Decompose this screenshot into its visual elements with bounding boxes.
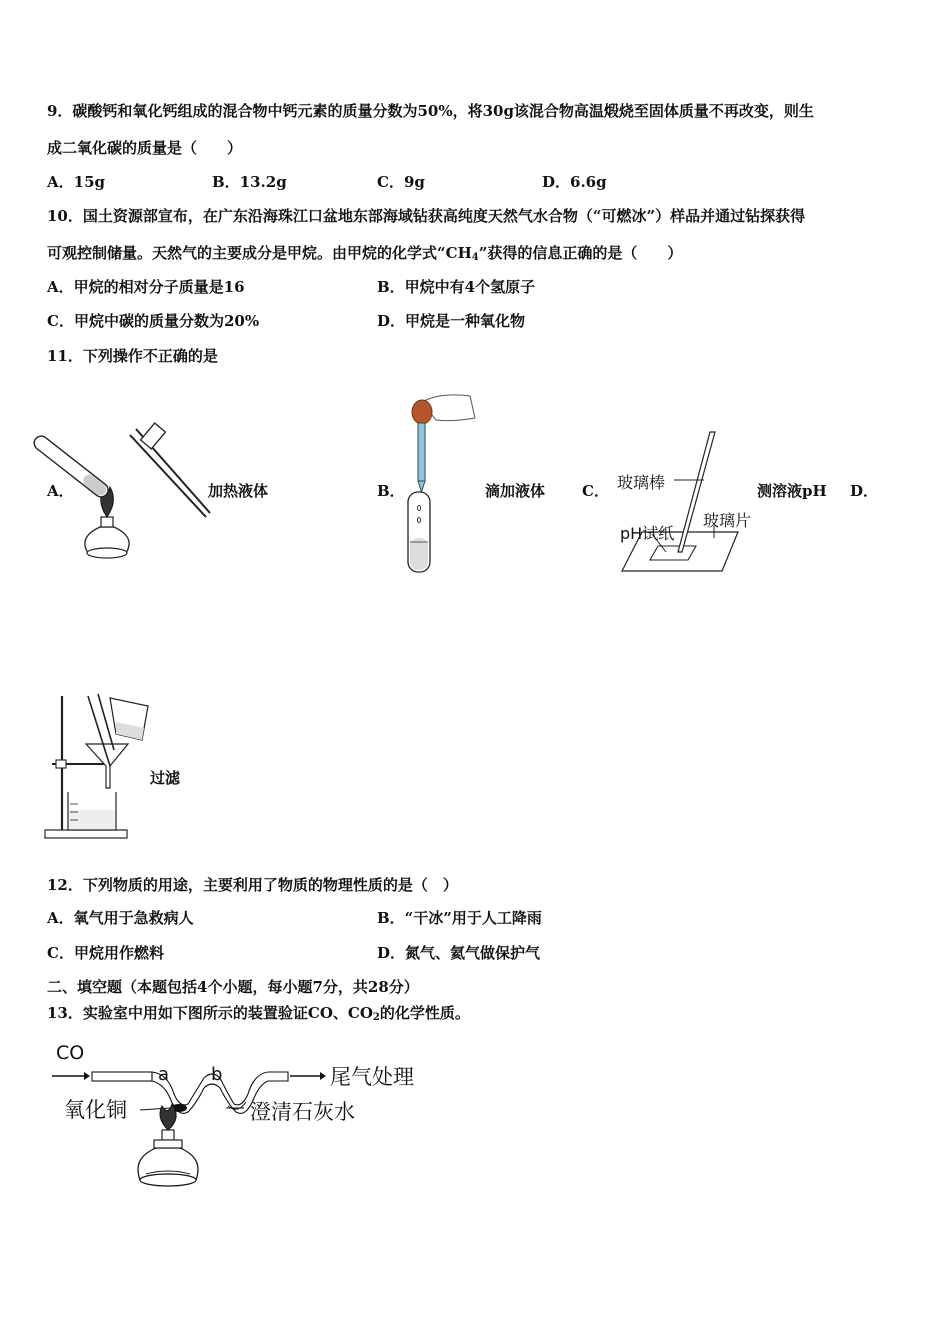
co-label: CO	[56, 1042, 85, 1064]
filtration-diagram	[44, 692, 154, 842]
q12-stem: 12．下列物质的用途，主要利用了物质的物理性质的是（ ）	[47, 876, 458, 894]
q11-option-c-caption: 测溶液pH	[757, 482, 827, 500]
q9-stem-line2: 成二氧化碳的质量是（ ）	[47, 139, 243, 157]
co-apparatus-diagram	[48, 1064, 338, 1196]
q10-option-a: A．甲烷的相对分子质量是16	[47, 278, 245, 296]
q12-option-d: D．氮气、氦气做保护气	[377, 944, 541, 962]
exhaust-label: 尾气处理	[330, 1065, 414, 1089]
ph-paper-label: pH试纸	[620, 524, 675, 543]
q9-option-c: C．9g	[377, 173, 425, 191]
q9-option-d: D．6.6g	[542, 173, 607, 191]
tube-b-label: b	[211, 1064, 223, 1085]
q11-option-c-letter: C．	[582, 482, 609, 500]
limewater-label: 澄清石灰水	[250, 1100, 355, 1124]
q12-option-a: A．氧气用于急救病人	[47, 909, 194, 927]
q10-option-b: B．甲烷中有4个氢原子	[377, 278, 536, 296]
q9-option-b: B．13.2g	[212, 173, 287, 191]
q12-option-c: C．甲烷用作燃料	[47, 944, 164, 962]
q9-option-a: A．15g	[47, 173, 106, 191]
heating-liquid-diagram	[70, 425, 210, 575]
q12-option-b: B．“干冰”用于人工降雨	[377, 909, 542, 927]
q10-option-d: D．甲烷是一种氧化物	[377, 312, 526, 330]
q11-stem: 11．下列操作不正确的是	[47, 347, 218, 365]
q9-stem-line1: 9．碳酸钙和氧化钙组成的混合物中钙元素的质量分数为50%，将30g该混合物高温煅烧至固体质量不再改变，则生	[47, 102, 814, 120]
q11-option-a-caption: 加热液体	[208, 482, 269, 500]
glass-rod-label: 玻璃棒	[617, 473, 666, 492]
q10-stem-line2: 可观控制储量。天然气的主要成分是甲烷。由甲烷的化学式“$CH_4$”获得的信息正确的是（ ）	[47, 244, 683, 263]
ph-test-diagram	[618, 428, 758, 578]
tube-a-label: a	[158, 1064, 170, 1085]
q11-option-d-letter: D．	[850, 482, 879, 500]
q13-stem: 13．实验室中用如下图所示的装置验证CO、$CO_2$的化学性质。	[47, 1004, 470, 1023]
glass-slide-label: 玻璃片	[703, 511, 752, 530]
q11-option-b-letter: B．	[377, 482, 405, 500]
q10-stem-line1: 10．国土资源部宣布，在广东沿海珠江口盆地东部海域钻获高纯度天然气水合物（“可燃冰”）样品并通过钻探获得	[47, 207, 806, 225]
section-heading: 二、填空题（本题包括4个小题，每小题7分，共28分）	[47, 978, 419, 996]
dropper-diagram	[400, 392, 480, 577]
q11-option-a-letter: A．	[47, 482, 74, 500]
q11-option-b-caption: 滴加液体	[485, 482, 546, 500]
q11-option-d-caption: 过滤	[150, 769, 181, 787]
q10-option-c: C．甲烷中碳的质量分数为20%	[47, 312, 260, 330]
copper-oxide-label: 氧化铜	[64, 1098, 127, 1122]
